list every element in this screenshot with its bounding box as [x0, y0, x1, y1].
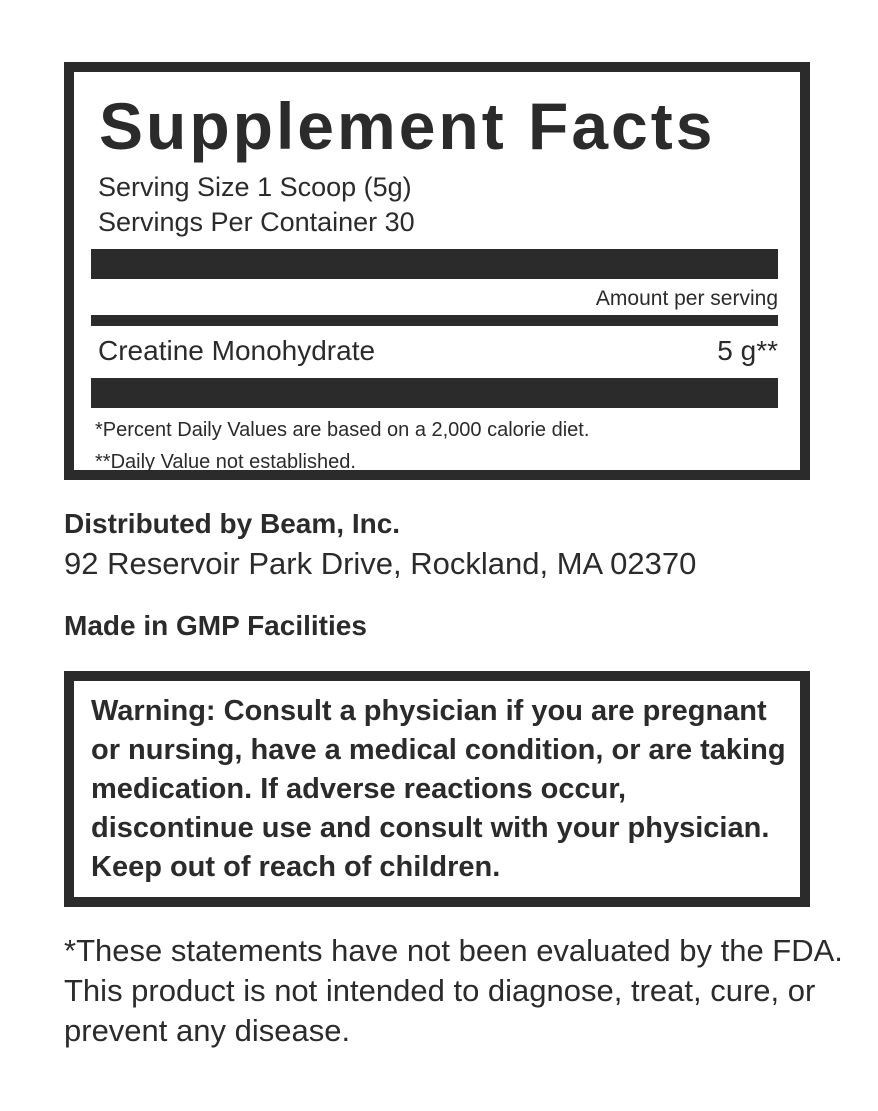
warning-box — [64, 671, 810, 907]
facts-divider-thick — [91, 249, 778, 279]
fda-disclaimer: *These statements have not been evaluated by the FDA. This product is not intended to diagnose, treat, cure, or prevent any disease. — [64, 933, 843, 1048]
facility-statement: Made in GMP Facilities — [64, 610, 367, 641]
facts-divider-thick-bottom — [91, 378, 778, 408]
distributor-block — [64, 506, 824, 586]
amount-per-serving-header: Amount per serving — [595, 287, 778, 310]
supplement-facts-panel — [64, 62, 810, 480]
footnote-not-established: **Daily Value not established. — [95, 451, 356, 473]
servings-per-container: Servings Per Container 30 — [98, 207, 415, 237]
ingredient-amount: 5 g** — [717, 335, 778, 366]
facts-divider-medium — [91, 315, 778, 326]
serving-size: Serving Size 1 Scoop (5g) — [98, 172, 412, 202]
facts-title: Supplement Facts — [99, 89, 716, 163]
ingredient-name: Creatine Monohydrate — [98, 335, 376, 366]
warning-text: Warning: Consult a physician if you are pregnant or nursing, have a medical condition, or are taking medication. If adverse reactions occur, discontinue use and consult with your physician. Keep out of reach of children. — [91, 695, 786, 883]
distributor-address: 92 Reservoir Park Drive, Rockland, MA 02370 — [64, 546, 697, 581]
distributor-name: Distributed by Beam, Inc. — [64, 508, 401, 539]
ingredient-row — [91, 334, 778, 368]
footnote-daily-values: *Percent Daily Values are based on a 2,000 calorie diet. — [95, 419, 590, 441]
